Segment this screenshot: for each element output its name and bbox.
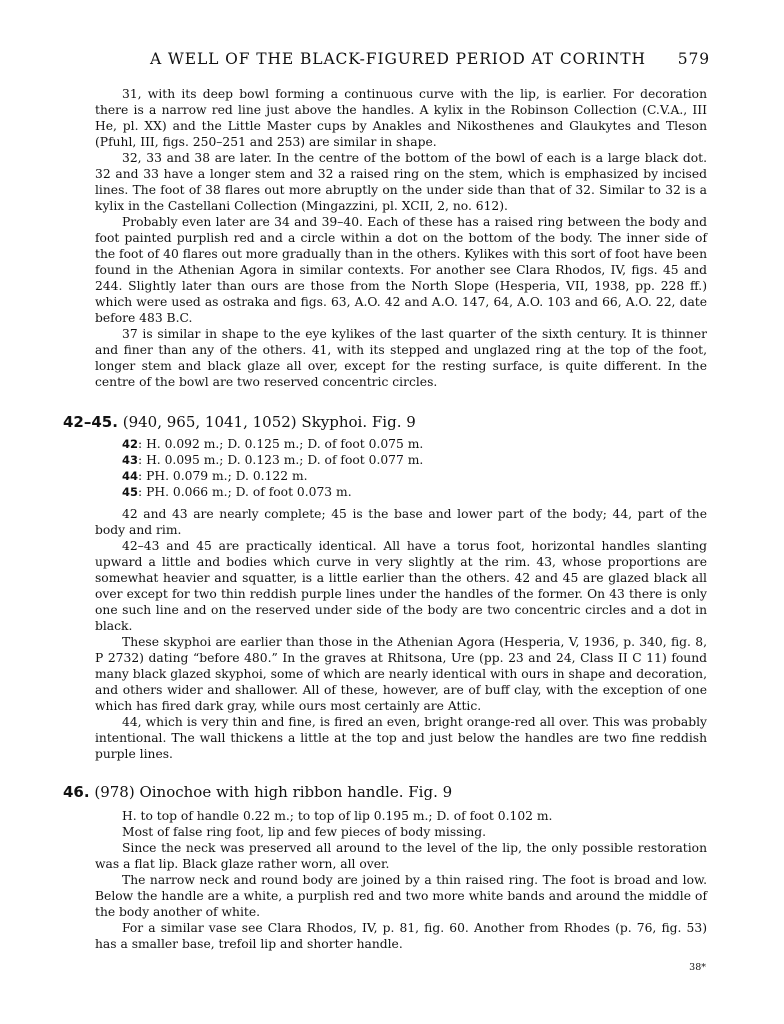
section-kylikes-text [95, 86, 707, 390]
paragraph: These skyphoi are earlier than those in the Athenian Agora (Hesperia, V, 1936, p. 340, fig. 8, P 2732) dating “before 480.” In the graves at Rhitsona, Ure (pp. 23 and 24, Class II C 11) found many black glazed skyphoi, some of which are nearly identical with ours in shape and decoration, and others wider and shallower. All of these, however, are of buff clay, with the exception of one which has fired dark gray, while ours most certainly are Attic. [95, 635, 707, 713]
entry-number: 46. [63, 783, 90, 801]
paragraph: 31, with its deep bowl forming a continuous curve with the lip, is earlier. For decoration there is a narrow red line just above the handles. A kylix in the Robinson Collection (C.V.A., III He, pl. XX) and the Little Master cups by Anakles and Nikosthenes and Glaukytes and Tleson (Pfuhl, III, figs. 250–251 and 253) are similar in shape. [95, 87, 707, 149]
dimension-row [122, 468, 423, 484]
paragraph: 32, 33 and 38 are later. In the centre of the bottom of the bowl of each is a large black dot. 32 and 33 have a longer stem and 32 a raised ring on the stem, which is emphasized by incised lines. The foot of 38 flares out more abruptly on the under side than that of 32. Similar to 32 is a kylix in the Castellani Collection (Mingazzini, pl. XCII, 2, no. 612). [95, 151, 707, 213]
dimension-text: : H. 0.095 m.; D. 0.123 m.; D. of foot 0.077 m. [138, 453, 424, 467]
dimensions-list [122, 436, 423, 500]
dimension-row [122, 484, 423, 500]
dimension-text: : PH. 0.079 m.; D. 0.122 m. [138, 469, 308, 483]
catalog-number: 45 [122, 485, 139, 499]
running-title: A WELL OF THE BLACK-FIGURED PERIOD AT CORINTH [150, 50, 646, 68]
section-skyphoi-text [95, 506, 707, 762]
paragraph: 37 is similar in shape to the eye kylikes of the last quarter of the sixth century. It is thinner and finer than any of the others. 41, with its stepped and unglazed ring at the top of the foot, longer stem and black glaze all over, except for the resting surface, is quite different. In the centre of the bowl are two reserved concentric circles. [95, 327, 707, 389]
dimension-row [122, 436, 423, 452]
dimensions-text: H. to top of handle 0.22 m.; to top of lip 0.195 m.; D. of foot 0.102 m. [122, 809, 553, 823]
entry-number: 42–45. [63, 413, 118, 431]
catalog-number: 43 [122, 453, 139, 467]
dimension-text: : PH. 0.066 m.; D. of foot 0.073 m. [138, 485, 352, 499]
page-number: 579 [677, 50, 710, 68]
paragraph: 44, which is very thin and fine, is fired an even, bright orange-red all over. This was probably intentional. The wall thickens a little at the top and just below the handles are two fine reddish purple lines. [95, 715, 707, 761]
paragraph: Since the neck was preserved all around to the level of the lip, the only possible restoration was a flat lip. Black glaze rather worn, all over. [95, 841, 707, 871]
signature-mark: 38* [689, 962, 706, 973]
paragraph: 42 and 43 are nearly complete; 45 is the base and lower part of the body; 44, part of the body and rim. [95, 507, 707, 537]
running-head [150, 50, 710, 72]
entry-title: (978) Oinochoe with high ribbon handle. Fig. 9 [94, 783, 453, 801]
catalog-number: 44 [122, 469, 139, 483]
entry-heading-42-45 [63, 412, 416, 432]
entry-heading-46 [63, 782, 452, 802]
catalog-number: 42 [122, 437, 139, 451]
dimension-text: : H. 0.092 m.; D. 0.125 m.; D. of foot 0.075 m. [138, 437, 424, 451]
paragraph: For a similar vase see Clara Rhodos, IV, p. 81, fig. 60. Another from Rhodes (p. 76, fig. 53) has a smaller base, trefoil lip and shorter handle. [95, 921, 707, 951]
dimension-row [122, 452, 423, 468]
paragraph: 42–43 and 45 are practically identical. All have a torus foot, horizontal handles slanting upward a little and bodies which curve in very slightly at the rim. 43, whose proportions are somewhat heavier and squatter, is a little earlier than the others. 42 and 45 are glazed black all over except for two thin reddish purple lines under the handles of the former. On 43 there is only one such line and on the reserved under side of the body are two concentric circles and a dot in black. [95, 539, 707, 633]
section-oinochoe-text [95, 808, 707, 952]
condition-text: Most of false ring foot, lip and few pieces of body missing. [122, 825, 487, 839]
paragraph: The narrow neck and round body are joined by a thin raised ring. The foot is broad and low. Below the handle are a white, a purplish red and two more white bands and around the middle of the body another of white. [95, 873, 707, 919]
paragraph: Probably even later are 34 and 39–40. Each of these has a raised ring between the body and foot painted purplish red and a circle within a dot on the bottom of the body. The inner side of the foot of 40 flares out more gradually than in the others. Kylikes with this sort of foot have been found in the Athenian Agora in similar contexts. For another see Clara Rhodos, IV, figs. 45 and 244. Slightly later than ours are those from the North Slope (Hesperia, VII, 1938, pp. 228 ff.) which were used as ostraka and figs. 63, A.O. 42 and A.O. 147, 64, A.O. 103 and 66, A.O. 22, date before 483 B.C. [95, 215, 707, 325]
entry-title: (940, 965, 1041, 1052) Skyphoi. Fig. 9 [122, 413, 416, 431]
